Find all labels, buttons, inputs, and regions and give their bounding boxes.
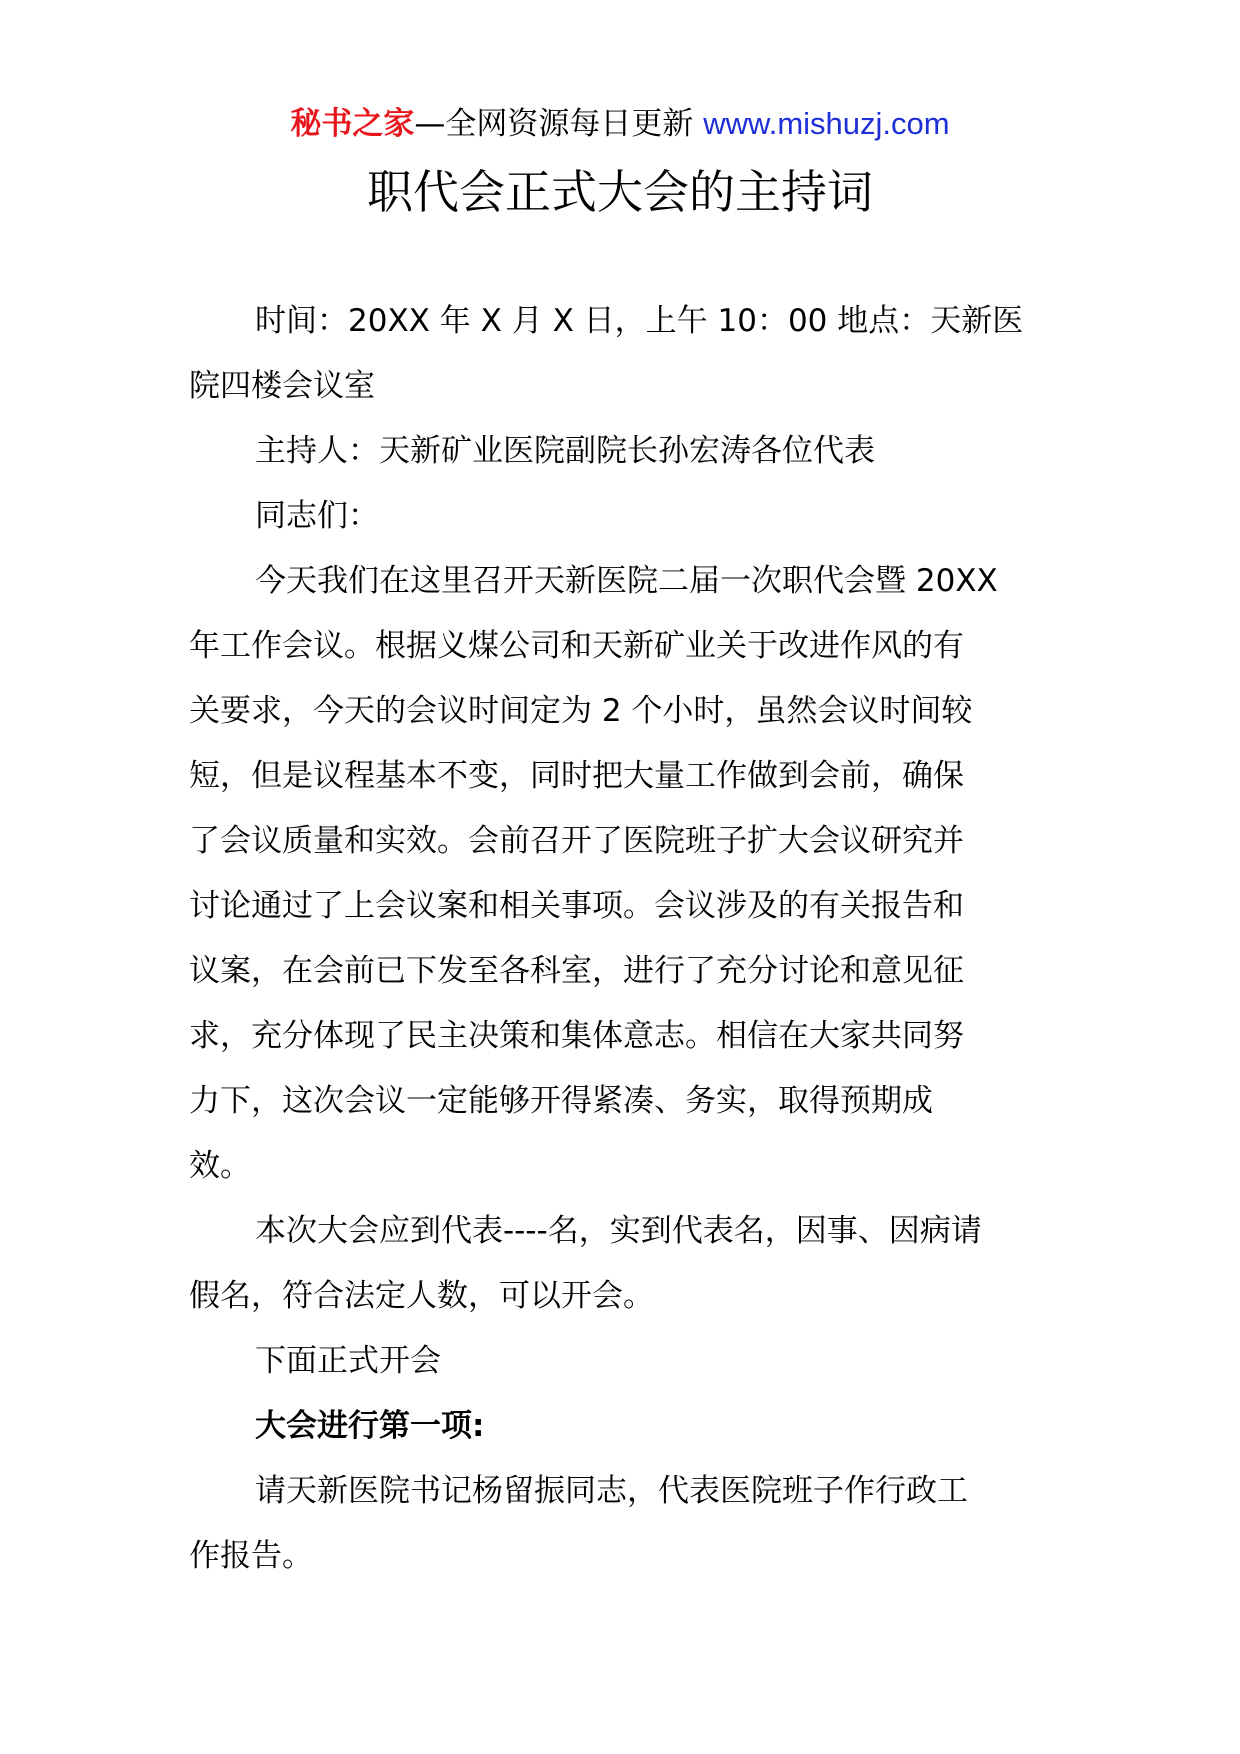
paragraph-intro-line-8: 求，充分体现了民主决策和集体意志。相信在大家共同努 xyxy=(189,1018,964,1054)
paragraph-intro-line-5: 了会议质量和实效。会前召开了医院班子扩大会议研究并 xyxy=(189,823,964,859)
paragraph-intro-line-3: 关要求，今天的会议时间定为 2 个小时，虽然会议时间较 xyxy=(189,693,973,729)
paragraph-intro-line-9: 力下，这次会议一定能够开得紧凑、务实，取得预期成 xyxy=(189,1083,933,1119)
paragraph-opening: 下面正式开会 xyxy=(255,1343,441,1379)
paragraph-greeting: 同志们： xyxy=(255,498,379,534)
agenda-item-heading: 大会进行第一项: xyxy=(255,1408,485,1444)
paragraph-intro-line-4: 短，但是议程基本不变，同时把大量工作做到会前，确保 xyxy=(189,758,964,794)
paragraph-attendance-line-1: 本次大会应到代表----名，实到代表名，因事、因病请 xyxy=(255,1213,982,1249)
paragraph-time-line-1: 时间：20XX 年 X 月 X 日，上午 10：00 地点：天新医 xyxy=(255,303,1024,339)
site-tagline: —全网资源每日更新 xyxy=(414,106,704,142)
paragraph-report-line-2: 作报告。 xyxy=(189,1538,313,1574)
paragraph-intro-line-2: 年工作会议。根据义煤公司和天新矿业关于改进作风的有 xyxy=(189,628,964,664)
document-title: 职代会正式大会的主持词 xyxy=(367,165,873,219)
brand-name: 秘书之家 xyxy=(290,106,415,142)
document-body xyxy=(189,289,1049,1589)
paragraph-intro-line-1: 今天我们在这里召开天新医院二届一次职代会暨 20XX xyxy=(255,563,998,599)
site-url-link[interactable]: www.mishuzj.com xyxy=(703,106,950,141)
paragraph-attendance-line-2: 假名，符合法定人数，可以开会。 xyxy=(189,1278,654,1314)
paragraph-intro-line-6: 讨论通过了上会议案和相关事项。会议涉及的有关报告和 xyxy=(189,888,964,924)
paragraph-time-line-2: 院四楼会议室 xyxy=(189,368,375,404)
paragraph-intro-line-10: 效。 xyxy=(189,1148,251,1184)
paragraph-host: 主持人：天新矿业医院副院长孙宏涛各位代表 xyxy=(255,433,875,469)
paragraph-intro-line-7: 议案，在会前已下发至各科室，进行了充分讨论和意见征 xyxy=(189,953,964,989)
paragraph-report-line-1: 请天新医院书记杨留振同志，代表医院班子作行政工 xyxy=(255,1473,968,1509)
site-header xyxy=(0,102,1240,146)
